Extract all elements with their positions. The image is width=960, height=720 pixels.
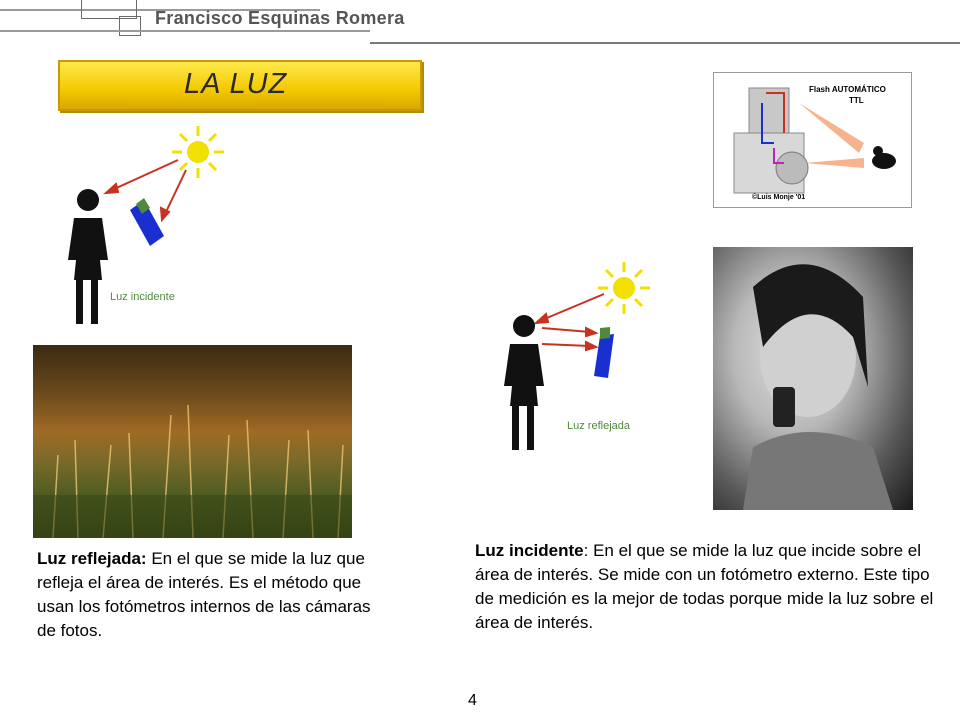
- flash-credit: ©Luis Monje '01: [752, 194, 806, 201]
- camera-icon: [734, 88, 808, 193]
- flash-ttl-diagram: [713, 72, 912, 208]
- reflected-caption: Luz reflejada: [567, 420, 630, 432]
- header-divider-right: [370, 42, 960, 44]
- slide-title: LA LUZ: [184, 68, 288, 100]
- flash-title: Flash AUTOMÁTICO: [809, 85, 886, 94]
- header-divider-left: [0, 30, 370, 32]
- light-meter-icon: [773, 387, 795, 427]
- light-rays: [536, 294, 604, 350]
- reflected-description: [37, 547, 377, 643]
- sun-icon: [172, 126, 224, 178]
- sun-icon: [598, 262, 650, 314]
- light-meter-icon: [594, 327, 614, 378]
- person-icon: [504, 315, 544, 450]
- header-logo-square: [119, 16, 141, 36]
- incident-body: : En el que se mide la luz que incide sobre el área de interés. Se mide con un fotómetro externo. Este tipo de medición es la mejor de todas porque mide la luz sobre el área de interés.: [475, 541, 934, 632]
- flash-subtitle: TTL: [849, 96, 864, 105]
- incident-description: [475, 539, 935, 635]
- page-number: 4: [468, 692, 477, 709]
- incident-term: Luz incidente: [475, 541, 584, 560]
- portrait-photo: [713, 247, 913, 510]
- duck-icon: [872, 146, 896, 169]
- grass-photo: [33, 345, 352, 538]
- incident-caption: Luz incidente: [110, 291, 175, 303]
- reflected-term: Luz reflejada:: [37, 549, 147, 568]
- author-name: Francisco Esquinas Romera: [155, 8, 405, 28]
- reflected-body: En el que se mide la luz que refleja el área de interés. Es el método que usan los fotómetros internos de las cámaras de fotos.: [37, 549, 371, 640]
- person-icon: [68, 189, 108, 324]
- light-meter-icon: [130, 198, 164, 246]
